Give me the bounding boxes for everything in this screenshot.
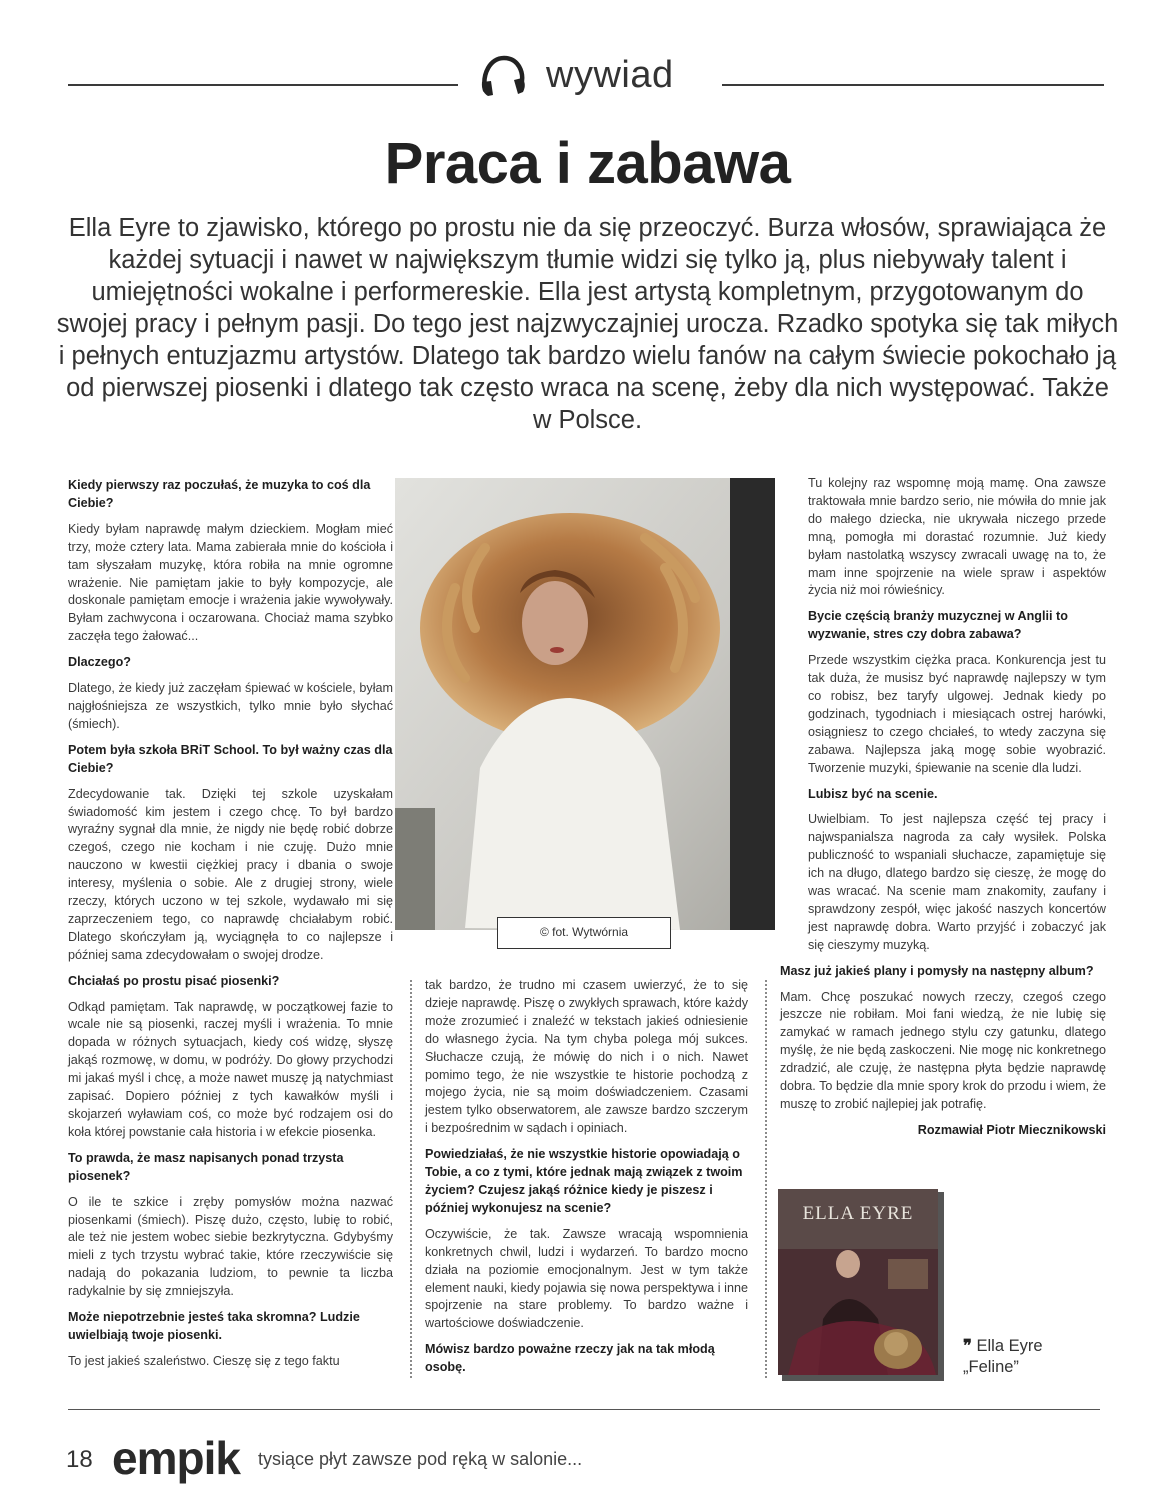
- answer: Dlatego, że kiedy już zaczęłam śpiewać w kościele, byłam najgłośniejsza ze wszystkich, tylko mnie było słychać (śmiech).: [68, 681, 393, 731]
- album-caption: [963, 1336, 1043, 1378]
- article-title: Praca i zabawa: [384, 131, 791, 196]
- answer: Mam. Chcę poszukać nowych rzeczy, czegoś czego jeszcze nie robiłam. Moi fani wiedzą, że nie lubię się zamykać w ramach jednego stylu czy gatunku, dlatego myślę, że nie będą zaskoczeni. Nie mogę nic konkretnego zdradzić, ale czuję, że następna płyta będzie naprawdę dobra. To będzie dla mnie spory krok do przodu i wiem, że muszę to zrobić najlepiej jak potrafię.: [780, 989, 1106, 1111]
- answer: Odkąd pamiętam. Tak naprawdę, w początkowej fazie to wcale nie są piosenki, raczej myśli i wrażenia. To mnie dopada w różnych sytuacjach, kiedy coś widzę, słyszę jakąś rozmowę, w domu, w podróży. Do głowy przychodzi mi jakaś myśl i chcę, a może nawet muszę ją natychmiast zapisać. Dopiero później z tych kawałków myśli i skojarzeń wyławiam coś, co może być rodzajem osi do koła której powstanie cała historia i w efekcie piosenka.: [68, 999, 393, 1139]
- question: To prawda, że masz napisanych ponad trzysta piosenek?: [68, 1150, 344, 1183]
- column-divider-left: [410, 980, 412, 1378]
- article-lead: Ella Eyre to zjawisko, którego po prostu nie da się przeoczyć. Burza włosów, sprawiająca że każdej sytuacji i nawet w największym tłumie widzi się tylko ją, plus niebywały talent i umiejętności wokalne i performereskie. Ella jest artystą kompletnym, przygotowanym do swojej pracy i pełnym pasji. Do tego jest najzwyczajniej urocza. Rzadko spotyka się tak miłych i pełnych entuzjazmu artystów. Dlatego tak bardzo wielu fanów na całym świecie pokochało ją od pierwszej piosenki i dlatego tak często wraca na scenę, żeby dla nich występować. Także w Polsce.: [56, 214, 1119, 434]
- question: Dlaczego?: [68, 655, 131, 670]
- header-rule-right: [722, 84, 1104, 86]
- question: Powiedziałaś, że nie wszystkie historie opowiadają o Tobie, a co z tymi, które jednak mają związek z twoim życiem? Czujesz jakąś różnice kiedy je piszesz i później wykonujesz na scenie?: [425, 1147, 743, 1215]
- answer: Zdecydowanie tak. Dzięki tej szkole uzyskałam świadomość kim jestem i czego chcę. To był bardzo wyraźny sygnał dla mnie, że nigdy nie będę robić dobrze czegoś, czego nie kocham i nie czuję. Dużo mnie nauczono w kwestii ciężkiej pracy i dbania o swoje interesy, myślenia o sobie. Ale z drugiej strony, wiele rzeczy, których uczono w tej szkole, wydawało mi się zaprzeczeniem tego, co naprawdę chciałabym robić. Dlatego skończyłam ją, wyciągnęła to co najlepsze i później sama zdecydowałam o swojej drodze.: [68, 786, 393, 962]
- album-title: „Feline”: [963, 1358, 1019, 1376]
- column-3: [780, 475, 1106, 1148]
- footer-rule: [68, 1409, 1100, 1410]
- photo-caption: © fot. Wytwórnia: [497, 917, 671, 949]
- answer: Tu kolejny raz wspomnę moją mamę. Ona zawsze traktowała mnie bardzo serio, nie mówiła do mnie jak do małego dziecka, nie ukrywała niczego przede mną, pomogła mi dorastać rozumnie. Już kiedy byłam nastolatką wszyscy zwracali uwagę na to, że mam inne spojrzenie na wiele spraw i aspektów życia niż moi rówieśnicy.: [808, 476, 1106, 598]
- answer: Uwielbiam. To jest najlepsza część tej pracy i najwspanialsza nagroda za cały wysiłek. Polska publiczność to wspaniali słuchacze, zapamiętuje się ich na długo, dlatego bardzo się cieszę, że mogę do was wracać. Na scenie mam znakomity, zaufany i sprawdzony zespół, więc jakość naszych koncertów jest naprawdę dobra. Warto przyjść i zobaczyć jak się cieszymy muzyką.: [808, 812, 1106, 952]
- question: Bycie częścią branży muzycznej w Anglii to wyzwanie, stres czy dobra zabawa?: [808, 609, 1068, 642]
- column-2: [425, 977, 748, 1385]
- question: Masz już jakieś plany i pomysły na następny album?: [780, 963, 1094, 978]
- footer-tagline: tysiące płyt zawsze pod ręką w salonie...: [258, 1449, 583, 1469]
- album-cover: [778, 1189, 944, 1381]
- artist-photo-illustration: [395, 478, 775, 930]
- artist-photo: [395, 478, 775, 930]
- answer: Oczywiście, że tak. Zawsze wracają wspomnienia konkretnych chwil, ludzi i wydarzeń. To bardzo mocno działa na poziomie emocjonalnym. Jest w tym także element nauki, kiedy pojawia się nowa perspektywa i inne spojrzenie na stare problemy. To bardzo ważne i wartościowe doświadczenie.: [425, 1226, 748, 1331]
- question: Potem była szkoła BRiT School. To był ważny czas dla Ciebie?: [68, 742, 393, 775]
- answer: tak bardzo, że trudno mi czasem uwierzyć, że to się dzieje naprawdę. Piszę o zwykłych sprawach, które każdy może zrozumieć i znaleźć w tekstach jakieś odniesienie do własnego życia. Na tym chyba polega mój sukces. Słuchacze czują, że mówię do nich i o nich. Nawet pomimo tego, że nie wszystkie te historie pochodzą z mojego życia, nie są moim doświadczeniem. Czasami jestem tylko obserwatorem, ale zawsze bardzo szczerym i bezpośrednim w sądach i opiniach.: [425, 978, 748, 1136]
- question: Mówisz bardzo poważne rzeczy jak na tak młodą osobę.: [425, 1342, 715, 1375]
- album-cover-title: ELLA EYRE: [802, 1203, 914, 1224]
- page-number: 18: [66, 1446, 93, 1473]
- question: Kiedy pierwszy raz poczułaś, że muzyka to coś dla Ciebie?: [68, 478, 371, 510]
- album-artist: Ella Eyre: [976, 1337, 1043, 1355]
- answer: To jest jakieś szaleństwo. Cieszę się z tego faktu: [68, 1353, 340, 1368]
- question: Chciałaś po prostu pisać piosenki?: [68, 973, 280, 988]
- column-divider-right: [765, 980, 767, 1378]
- answer: O ile te szkice i zręby pomysłów można nazwać piosenkami (śmiech). Piszę dużo, często, lubię to robić, ale też nie jestem wobec siebie bezkrytyczna. Gdybyśmy mieli z tych trzystu wybrać takie, które rzeczywiście się nadają do pokazania ludziom, to pewnie ta liczba radykalnie by się zmniejszyła.: [68, 1194, 393, 1299]
- headphones-icon: [478, 52, 528, 102]
- section-label: wywiad: [546, 54, 674, 96]
- answer: Przede wszystkim ciężka praca. Konkurencja jest tu tak duża, że musisz być naprawdę najlepszy w tym co robisz, bez taryfy ulgowej. Jednak kiedy po godzinach, tygodniach i miesiącach ostrej harówki, osiągniesz to czego chciałeś, to wtedy zaczyna się zabawa. Najlepsza jaką mogę sobie wyobrazić. Tworzenie muzyki, śpiewanie na scenie dla ludzi.: [808, 653, 1106, 775]
- header-rule-left: [68, 84, 458, 86]
- brand-logo: empik: [112, 1432, 240, 1484]
- question: Lubisz być na scenie.: [808, 786, 938, 801]
- column-1: [68, 477, 393, 1379]
- author-signature: Rozmawiał Piotr Miecznikowski: [917, 1122, 1106, 1137]
- question: Może niepotrzebnie jesteś taka skromna? Ludzie uwielbiają twoje piosenki.: [68, 1310, 360, 1342]
- quote-mark-icon: ❞: [963, 1337, 972, 1355]
- section-header: [470, 52, 710, 102]
- answer: Kiedy byłam naprawdę małym dzieckiem. Mogłam mieć trzy, może cztery lata. Mama zabierała mnie do kościoła i tam słyszałam muzykę, która robiła na mnie ogromne wrażenie. Nie pamiętam jakie to były kompozycje, ale doskonale pamiętam emocje i wrażenia jakie wywoływały. Byłam zachwycona i oczarowana. Chociaż mama szybko zaczęła tego żałować...: [68, 521, 393, 644]
